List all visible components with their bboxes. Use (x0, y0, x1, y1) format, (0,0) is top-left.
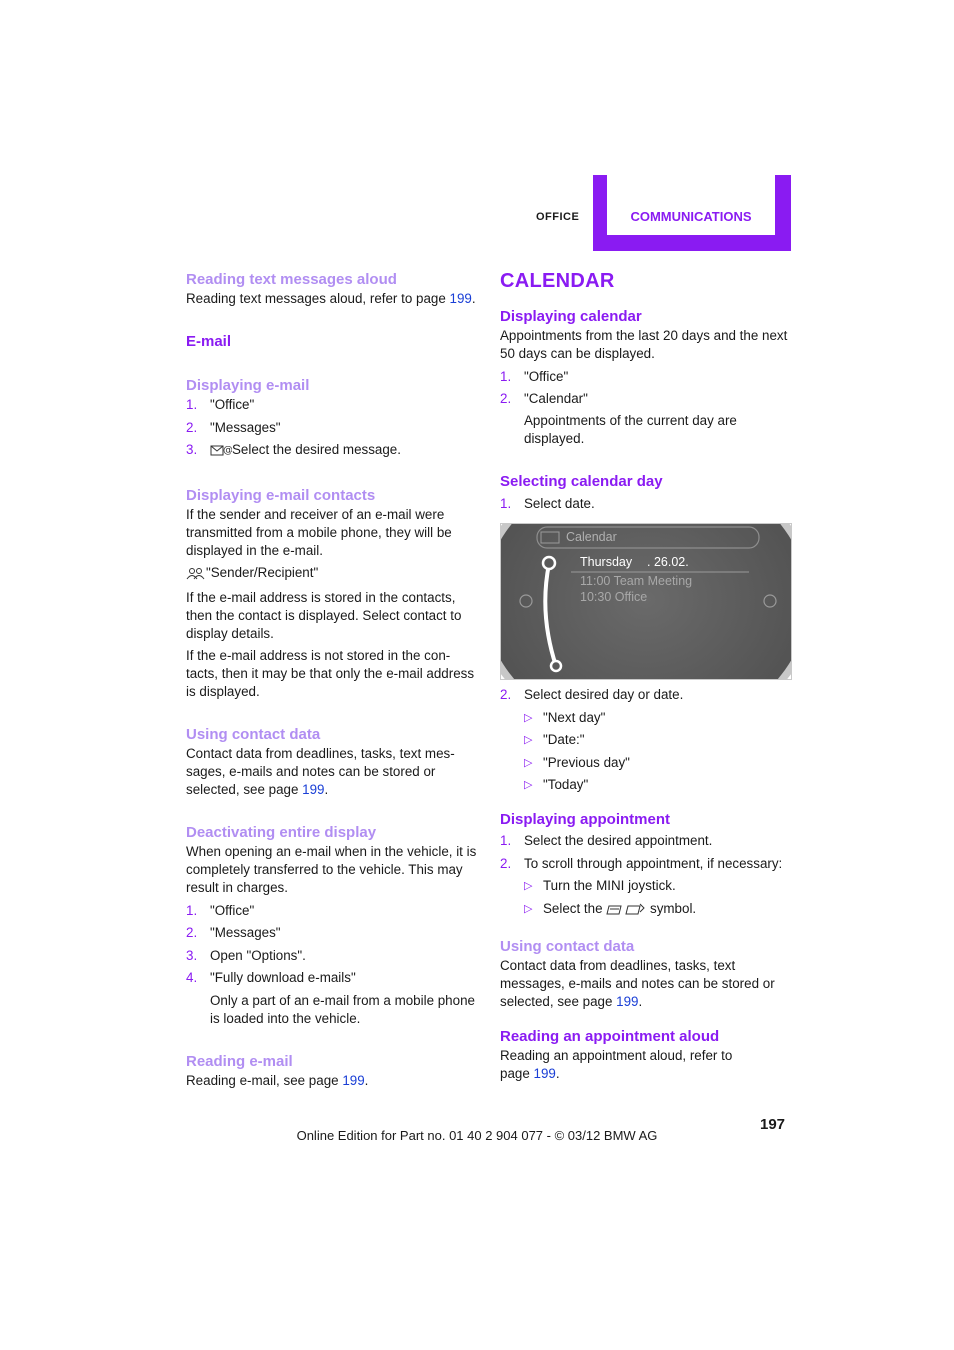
svg-text:@: @ (223, 445, 232, 456)
list-item: ▷ Turn the MINI joystick. (524, 878, 676, 893)
left-column (186, 270, 478, 1090)
displaying-appointment-steps (500, 832, 792, 873)
page-link[interactable]: 199 (533, 1065, 556, 1081)
list-item: 2. Select desired day or date. (500, 687, 684, 702)
list-item: 1. "Office" (186, 397, 255, 412)
displaying-appointment-substeps (500, 877, 792, 921)
reading-appointment-title: Reading an appointment aloud (500, 1027, 720, 1045)
email-contacts-p2: If the e-mail address is stored in the contacts, then the contact is displayed. Select contact to display details. (186, 590, 462, 641)
deactivating-note: Only a part of an e-mail from a mobile phone is loaded into the vehicle. (210, 993, 475, 1026)
list-item: ▷ Select the symbol. (524, 900, 792, 921)
reading-sms-title: Reading text messages aloud (186, 271, 397, 288)
displaying-email-title: Displaying e-mail (186, 377, 310, 394)
list-item: 1. "Office" (186, 902, 255, 918)
deactivating-steps (186, 902, 478, 988)
list-item: ▷ "Date:" (524, 732, 585, 747)
page-link[interactable]: 199 (342, 1073, 365, 1088)
selecting-day-title: Selecting calendar day (500, 473, 663, 490)
reading-appointment-text: Reading an appointment aloud, refer to page 199. (500, 1047, 733, 1081)
screen-appointment-1: 11:00 Team Meeting (580, 574, 693, 588)
deactivating-title: Deactivating entire display (186, 824, 377, 841)
page-link[interactable]: 199 (616, 993, 639, 1009)
email-contacts-p3: If the e-mail address is not stored in the con-tacts, then it may be that only the e-mail address is displayed. (186, 648, 475, 699)
list-item: 3. Open "Options". (186, 947, 306, 963)
contacts-icon (186, 567, 206, 585)
using-contact-right-title: Using contact data (500, 937, 635, 955)
list-item: ▷ "Previous day" (524, 754, 630, 770)
right-column (500, 270, 792, 1083)
reading-email-title: Reading e-mail (186, 1053, 293, 1070)
reading-email-text: Reading e-mail, see page 199. (186, 1073, 369, 1088)
page-link[interactable]: 199 (302, 782, 325, 797)
displaying-email-steps (186, 396, 478, 462)
using-contact-right-text: Contact data from deadlines, tasks, text messages, e-mails and notes can be stored or selected, see page 199. (500, 957, 775, 1009)
using-contact-title: Using contact data (186, 726, 321, 743)
page-number: 197 (760, 1116, 786, 1133)
sender-recipient-line: "Sender/Recipient" (186, 564, 478, 585)
selecting-day-step2 (500, 686, 792, 704)
displaying-calendar-text: Appointments from the last 20 days and the next 50 days can be displayed. (500, 328, 788, 361)
list-item: 1. Select the desired appointment. (500, 833, 713, 848)
screen-date-label: . 26.02. (647, 555, 689, 569)
displaying-appointment-title: Displaying appointment (500, 811, 671, 828)
list-item: 3. @ Select the desired message. (186, 441, 478, 462)
displaying-calendar-steps (500, 368, 792, 409)
selecting-day-options (500, 709, 792, 795)
displaying-calendar-title: Displaying calendar (500, 308, 642, 325)
reading-sms-text: Reading text messages aloud, refer to page 199. (186, 291, 476, 306)
using-contact-text: Contact data from deadlines, tasks, text mes-sages, e-mails and notes can be stored or selected, see page 199. (186, 746, 455, 797)
header-section-tab (593, 175, 791, 251)
email-contacts-title: Displaying e-mail contacts (186, 487, 376, 504)
header-office-label: OFFICE (536, 211, 580, 223)
list-item: 2. "Calendar" (500, 391, 588, 406)
selecting-day-step1 (500, 495, 792, 513)
calendar-scroll-icon (606, 903, 646, 921)
footer-text: Online Edition for Part no. 01 40 2 904 077 - © 03/12 BMW AG (296, 1128, 658, 1143)
email-contacts-p1: If the sender and receiver of an e-mail were transmitted from a mobile phone, they will be displayed in the e-mail. (186, 507, 452, 558)
calendar-screen-image (500, 523, 792, 680)
email-title: E-mail (186, 333, 232, 350)
list-item: ▷ "Today" (524, 777, 589, 792)
screen-day-label: Thursday (580, 555, 633, 569)
list-item: 4. "Fully download e-mails" (186, 970, 356, 985)
list-item: 2. "Messages" (186, 419, 281, 435)
calendar-title: CALENDAR (500, 270, 615, 292)
list-item: 2. To scroll through appointment, if necessary: (500, 855, 783, 871)
deactivating-text: When opening an e-mail when in the vehicle, it is completely transferred to the vehicle. This may result in charges. (186, 844, 477, 895)
envelope-at-icon (210, 443, 232, 462)
list-item: ▷ "Next day" (524, 709, 606, 725)
list-item: 1. Select date. (500, 496, 595, 511)
list-item: 2. "Messages" (186, 925, 281, 940)
list-item: 1. "Office" (500, 368, 569, 384)
page-link[interactable]: 199 (449, 291, 472, 306)
screen-header-label: Calendar (566, 530, 617, 544)
header-section-label: COMMUNICATIONS (630, 209, 752, 224)
displaying-calendar-note: Appointments of the current day are displayed. (524, 413, 737, 446)
screen-appointment-2: 10:30 Office (580, 590, 648, 604)
